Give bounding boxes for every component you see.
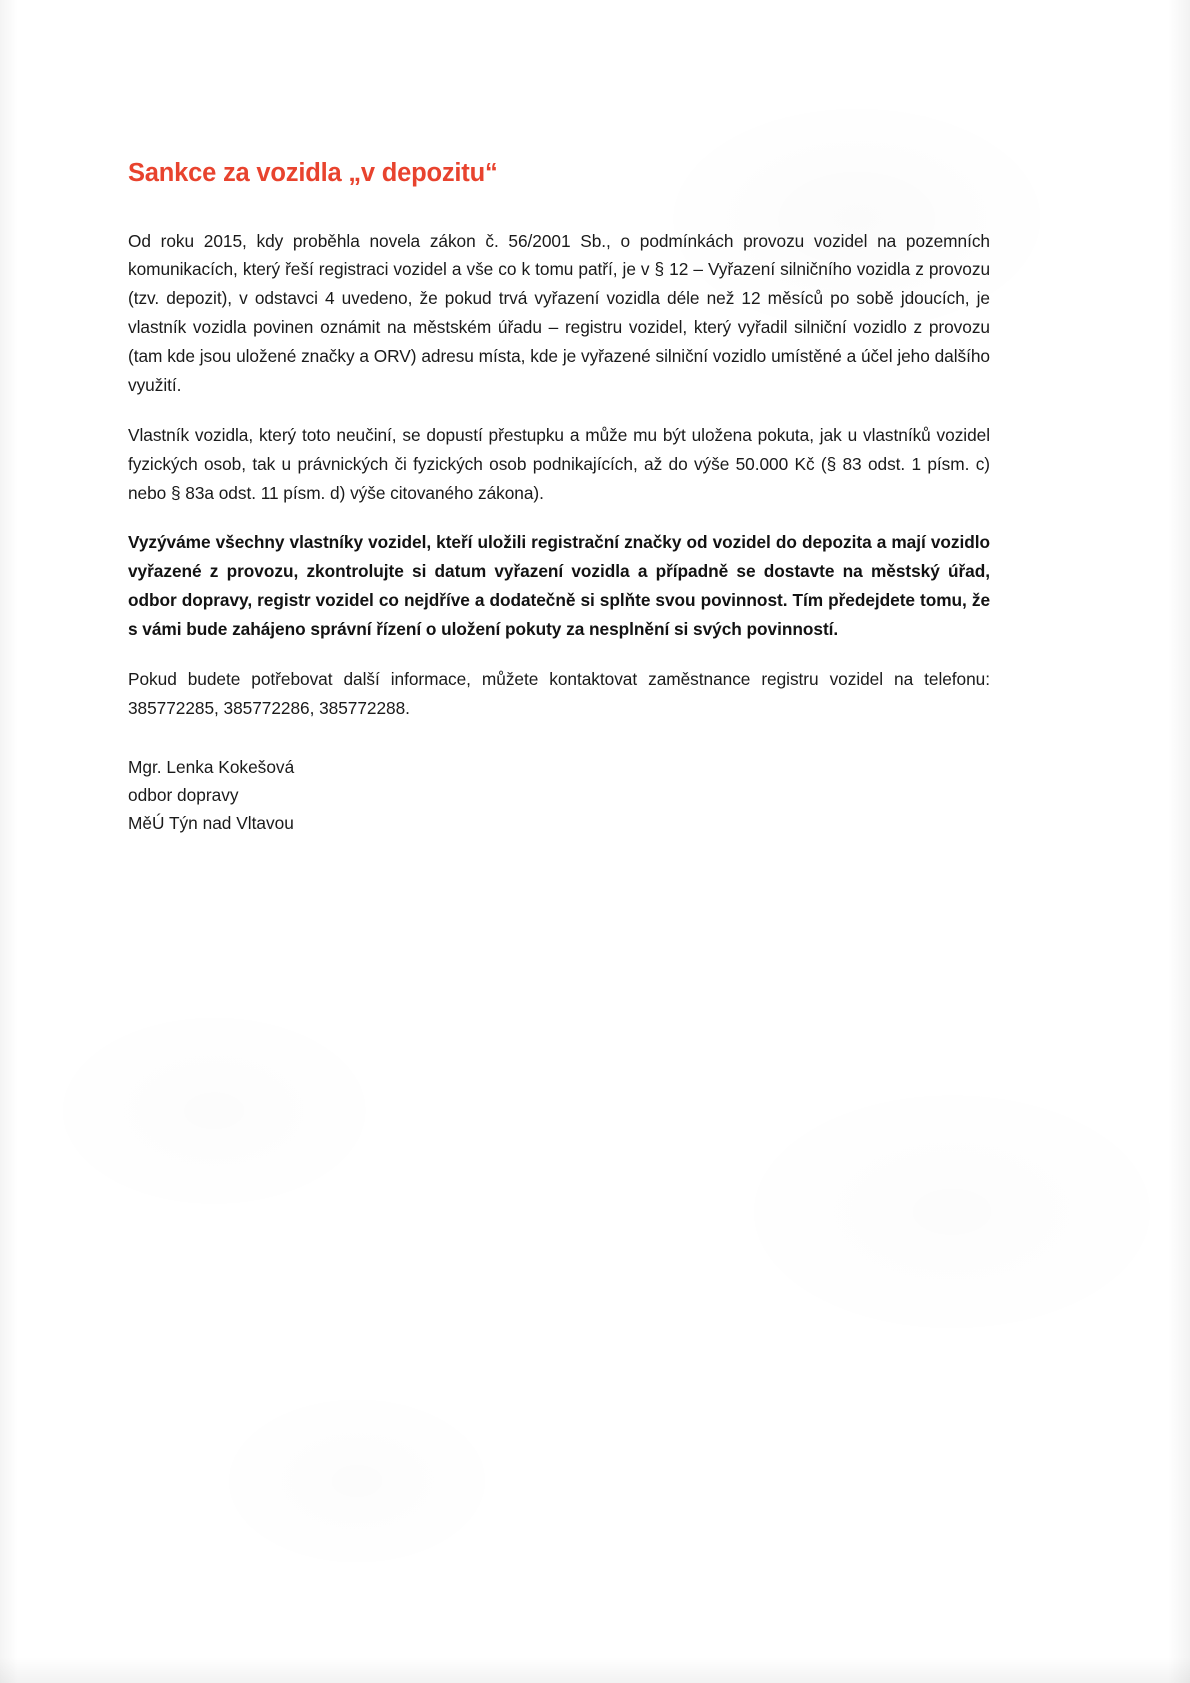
scan-edge-shadow-left bbox=[0, 0, 18, 1683]
scan-edge-shadow-right bbox=[1168, 0, 1190, 1683]
signature-block bbox=[128, 753, 990, 837]
paragraph-contact-info: Pokud budete potřebovat další informace, můžete kontaktovat zaměstnance registru vozidel na telefonu: 385772285, 385772286, 385772288. bbox=[128, 668, 990, 718]
document-body bbox=[128, 158, 990, 837]
signature-name: Mgr. Lenka Kokešová bbox=[128, 756, 295, 777]
paragraph-penalty: Vlastník vozidla, který toto neučiní, se dopustí přestupku a může mu být uložena pokuta, jak u vlastníků vozidel fyzických osob, tak u právnických či fyzických osob podnikajících, až do výše 50.000 Kč (§ 83 odst. 1 písm. c) nebo § 83a odst. 11 písm. d) výše citovaného zákona). bbox=[128, 424, 990, 503]
signature-department: odbor dopravy bbox=[128, 784, 239, 805]
paragraph-legal-basis: Od roku 2015, kdy proběhla novela zákon č. 56/2001 Sb., o podmínkách provozu vozidel na pozemních komunikacích, který řeší registraci vozidel a vše co k tomu patří, je v § 12 – Vyřazení silničního vozidla z provozu (tzv. depozit), v odstavci 4 uvedeno, že pokud trvá vyřazení vozidla déle než 12 měsíců po sobě jdoucích, je vlastník vozidla povinen oznámit na městském úřadu – registru vozidel, který vyřadil silniční vozidlo z provozu (tam kde jsou uložené značky a ORV) adresu místa, kde je vyřazené silniční vozidlo umístěné a účel jeho dalšího využití. bbox=[128, 230, 990, 395]
scan-edge-shadow-bottom bbox=[0, 1657, 1190, 1683]
signature-office: MěÚ Týn nad Vltavou bbox=[128, 812, 294, 833]
page-title: Sankce za vozidla „v depozitu“ bbox=[128, 159, 498, 187]
paragraph-call-to-action: Vyzýváme všechny vlastníky vozidel, kteří uložili registrační značky od vozidel do depozita a mají vozidlo vyřazené z provozu, zkontrolujte si datum vyřazení vozidla a případně se dostavte na městský úřad, odbor dopravy, registr vozidel co nejdříve a dodatečně si splňte svou povinnost. Tím předejdete tomu, že s vámi bude zahájeno správní řízení o uložení pokuty za nesplnění si svých povinností. bbox=[128, 532, 990, 640]
